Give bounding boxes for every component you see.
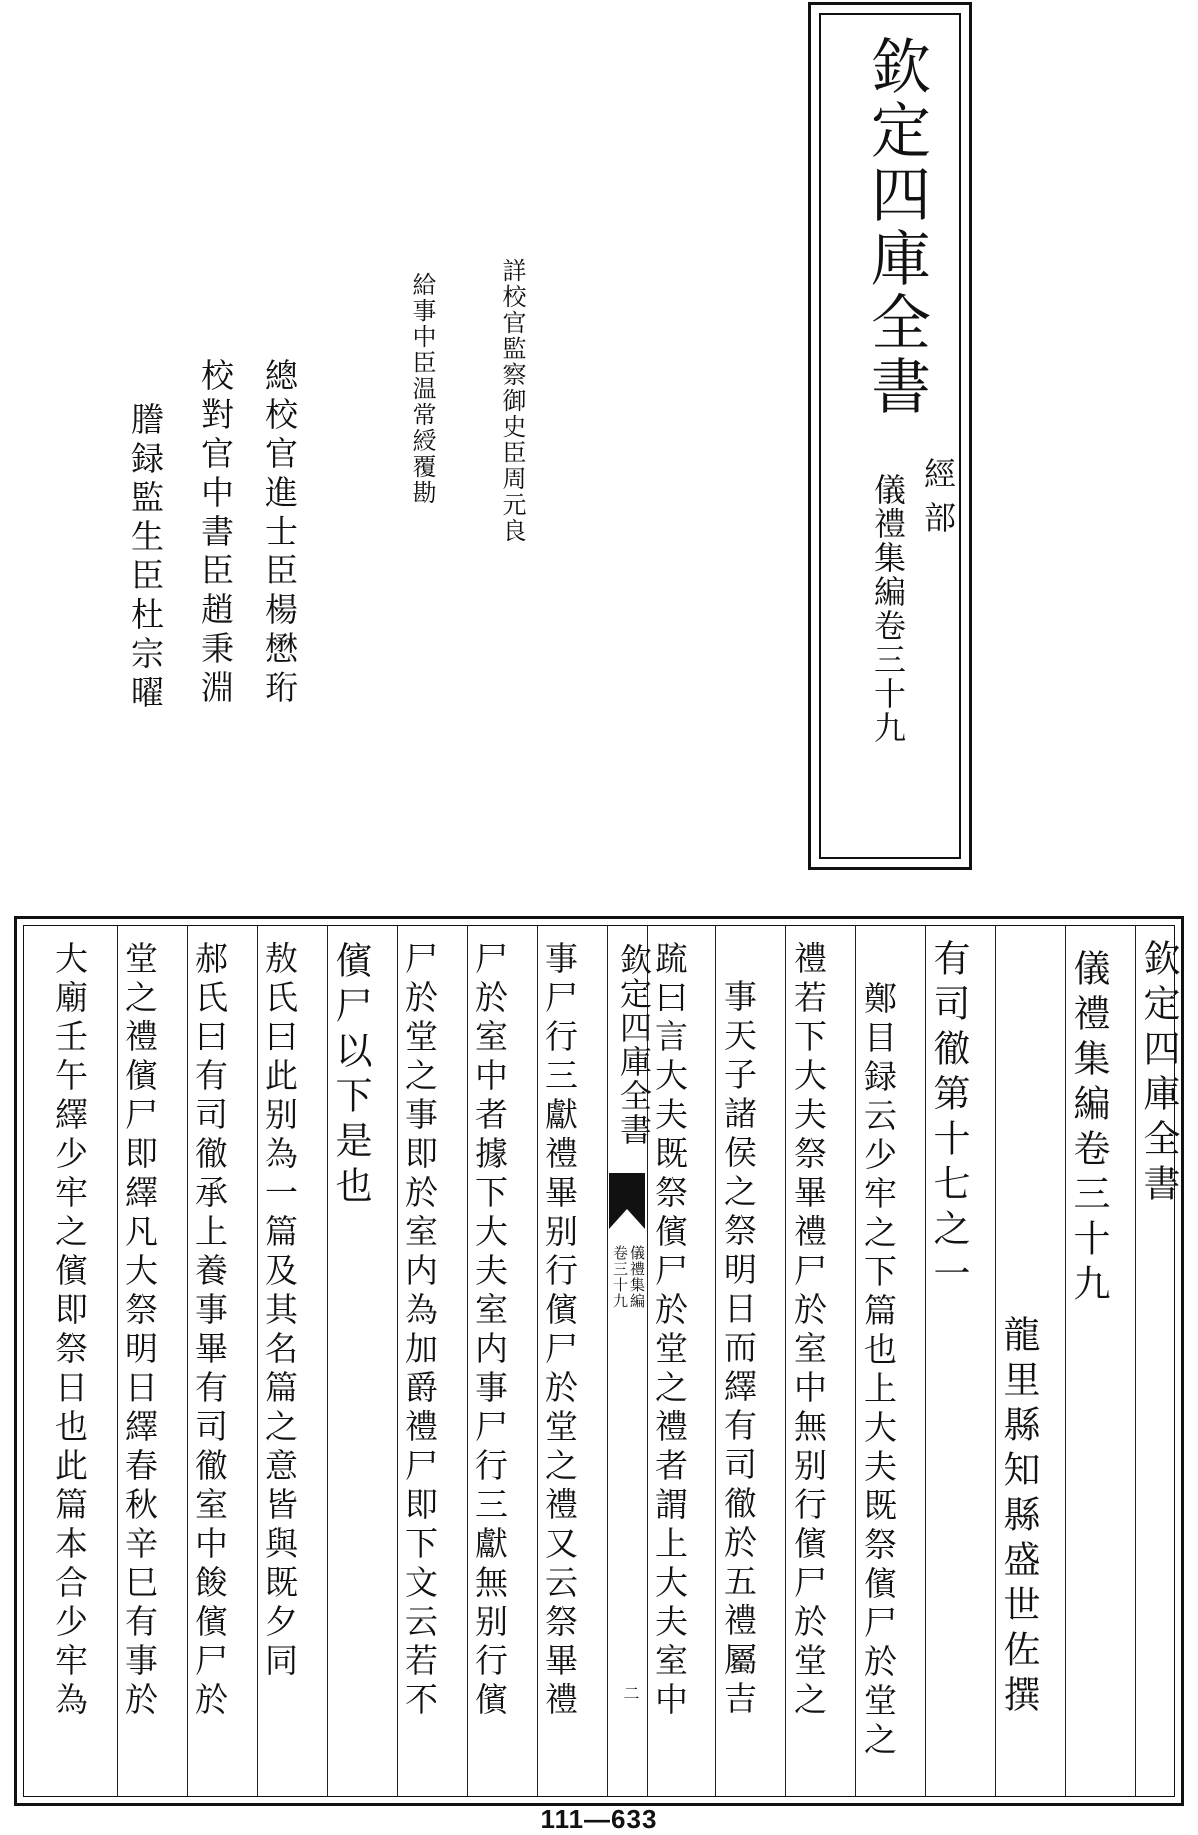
text-column: 儀禮集編卷三十九: [1067, 949, 1110, 1309]
credit-reviewer: 給事中臣温常綬覆勘: [408, 272, 436, 506]
volume-label: 儀禮集編卷三十九: [869, 473, 907, 745]
text-column: 禮若下大夫祭畢禮尸於室中無别行儐尸於堂之: [789, 941, 828, 1721]
text-column: 䟽曰言大夫既祭儐尸於堂之禮者謂上大夫室中: [650, 941, 689, 1721]
column-rule: [925, 925, 926, 1797]
book-title: 欽定四庫全書: [861, 35, 931, 419]
center-banner: [607, 925, 653, 1797]
column-rule: [187, 925, 188, 1797]
title-slip-inner-border: [819, 13, 961, 859]
fishtail-icon: [609, 1173, 645, 1229]
banner-subtitle: 儀禮集編: [628, 1245, 646, 1309]
text-column: 堂之禮儐尸即繹凡大祭明日繹春秋辛巳有事於: [120, 941, 159, 1721]
column-rule: [715, 925, 716, 1797]
column-rule: [855, 925, 856, 1797]
text-column: 儐尸以下是也: [329, 941, 372, 1211]
column-rule: [117, 925, 118, 1797]
column-rule: [257, 925, 258, 1797]
banner-page-number: 二: [621, 1685, 640, 1701]
text-column: 敖氏曰此别為一篇及其名篇之意皆與既夕同: [260, 941, 299, 1682]
text-column: 有司徹第十七之一: [927, 939, 970, 1299]
column-rule: [397, 925, 398, 1797]
page-number: 111—633: [540, 1804, 658, 1834]
text-column: 事尸行三獻禮畢别行儐尸於堂之禮又云祭畢禮: [540, 941, 579, 1721]
main-text-frame: [14, 916, 1184, 1806]
credit-chief-proofreader: 總校官進士臣楊懋珩: [260, 358, 299, 709]
banner-title: 欽定四庫全書: [615, 943, 653, 1147]
text-column: 欽定四庫全書: [1137, 939, 1180, 1209]
text-column: 尸於堂之事即於室内為加爵禮尸即下文云若不: [400, 941, 439, 1721]
text-column: 鄭目録云少牢之下篇也上大夫既祭儐尸於堂之: [859, 981, 898, 1761]
column-rule: [1135, 925, 1136, 1797]
division-label: 經部: [919, 457, 957, 545]
column-rule: [995, 925, 996, 1797]
text-column: 尸於室中者據下大夫室内事尸行三獻無别行儐: [470, 941, 509, 1721]
text-column: 事天子諸侯之祭明日而繹有司徹於五禮屬吉: [719, 979, 758, 1720]
column-rule: [467, 925, 468, 1797]
column-rule: [1065, 925, 1066, 1797]
column-rule: [327, 925, 328, 1797]
text-column: 郝氏曰有司徹承上養事畢有司徹室中餕儐尸於: [190, 941, 229, 1721]
banner-volume: 卷三十九: [611, 1245, 629, 1309]
text-column: 龍里縣知縣盛世佐撰: [997, 1315, 1040, 1720]
credit-copyist: 謄録監生臣杜宗曜: [126, 402, 165, 714]
column-rule: [537, 925, 538, 1797]
credit-detail-proofreader: 詳校官監察御史臣周元良: [498, 258, 526, 544]
column-rule: [785, 925, 786, 1797]
credit-collator: 校對官中書臣趙秉淵: [196, 358, 235, 709]
text-column: 大廟壬午繹少牢之儐即祭日也此篇本合少牢為: [50, 941, 89, 1721]
title-slip: [808, 2, 972, 870]
